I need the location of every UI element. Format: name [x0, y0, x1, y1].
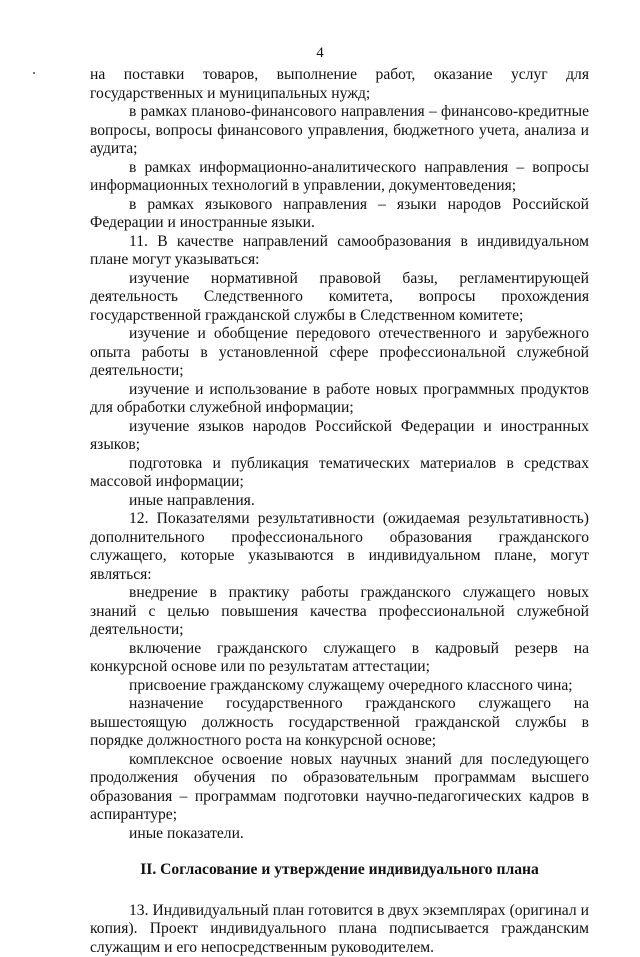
- paragraph: на поставки товаров, выполнение работ, оказание услуг для государственных и муниципальных нужд;: [90, 66, 589, 103]
- scan-speck: [33, 72, 35, 74]
- paragraph: 11. В качестве направлений самообразования в индивидуальном плане могут указываться:: [90, 233, 589, 270]
- paragraph: включение гражданского служащего в кадровый резерв на конкурсной основе или по результатам аттестации;: [90, 640, 589, 677]
- paragraph: 13. Индивидуальный план готовится в двух экземплярах (оригинал и копия). Проект индивидуального плана подписывается гражданским служащим и его непосредственным руководителем.: [90, 902, 589, 957]
- paragraph: в рамках планово-финансового направления – финансово-кредитные вопросы, вопросы финансового управления, бюджетного учета, анализа и аудита;: [90, 103, 589, 159]
- paragraph: изучение нормативной правовой базы, регламентирующей деятельность Следственного комитета, вопросы прохождения государственной гражданской службы в Следственном комитете;: [90, 270, 589, 326]
- paragraph: назначение государственного гражданского служащего на вышестоящую должность государственной гражданской службы в порядке должностного роста на конкурсной основе;: [90, 695, 589, 751]
- page-number: 4: [0, 44, 640, 62]
- paragraph: подготовка и публикация тематических материалов в средствах массовой информации;: [90, 455, 589, 492]
- paragraph: изучение языков народов Российской Федерации и иностранных языков;: [90, 418, 589, 455]
- paragraph: внедрение в практику работы гражданского служащего новых знаний с целью повышения качества профессиональной служебной деятельности;: [90, 584, 589, 640]
- paragraph: иные показатели.: [90, 825, 589, 844]
- paragraph: в рамках информационно-аналитического направления – вопросы информационных технологий в управлении, документоведения;: [90, 159, 589, 196]
- paragraph: 12. Показателями результативности (ожидаемая результативность) дополнительного профессионального образования гражданского служащего, которые указываются в индивидуальном плане, могут являться:: [90, 510, 589, 584]
- paragraph: изучение и использование в работе новых программных продуктов для обработки служебной информации;: [90, 381, 589, 418]
- paragraph: иные направления.: [90, 492, 589, 511]
- document-body: [90, 66, 589, 957]
- paragraph: в рамках языкового направления – языки народов Российской Федерации и иностранные языки.: [90, 196, 589, 233]
- section-heading: II. Согласование и утверждение индивидуального плана: [90, 861, 589, 880]
- paragraph: присвоение гражданскому служащему очередного классного чина;: [90, 677, 589, 696]
- paragraph: изучение и обобщение передового отечественного и зарубежного опыта работы в установленной сфере профессиональной служебной деятельности;: [90, 325, 589, 381]
- paragraph: комплексное освоение новых научных знаний для последующего продолжения обучения по образовательным программам высшего образования – программам подготовки научно-педагогических кадров в аспирантуре;: [90, 751, 589, 825]
